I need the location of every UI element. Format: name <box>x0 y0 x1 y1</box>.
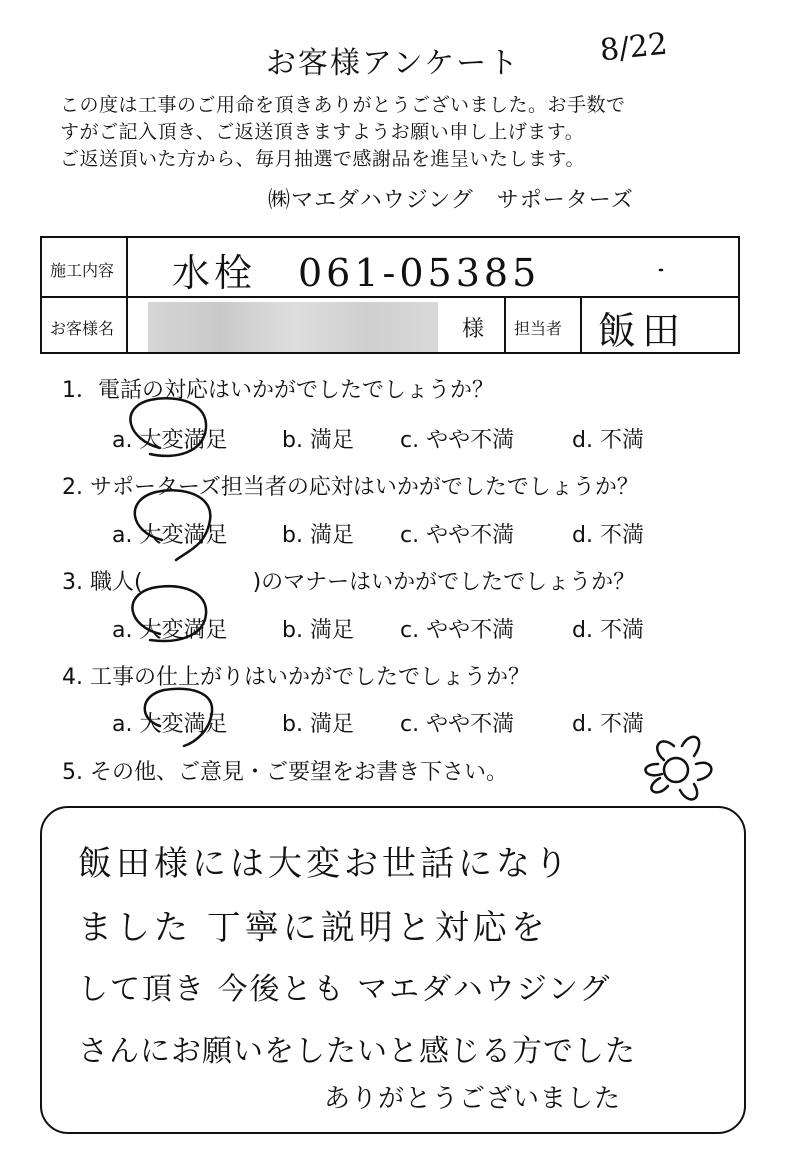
option-c: c. やや不満 <box>400 523 515 548</box>
option-a: a. 大変満足 <box>112 523 228 548</box>
question-1: 1．電話の対応はいかがでしたでしょうか？ <box>62 378 494 403</box>
flower-doodle-icon <box>646 737 712 800</box>
question-3: 3. 職人( )のマナーはいかがでしたでしょうか？ <box>62 570 636 595</box>
staff-value: 飯田 <box>598 309 687 353</box>
question-2: 2. サポーターズ担当者の応対はいかがでしたでしょうか？ <box>62 475 639 500</box>
handwritten-date: 8/22 <box>598 26 670 69</box>
comment-line-4: さんにお願いをしたいと感じる方でした <box>78 1034 636 1069</box>
selection-circle-q1 <box>130 398 206 456</box>
option-b: b. 満足 <box>282 428 354 453</box>
question-5: 5. その他、ご意見・ご要望をお書き下さい。 <box>62 760 508 785</box>
comment-line-3: して頂き 今後とも マエダハウジング <box>78 972 612 1007</box>
customer-name-label: お客様名 <box>50 319 115 338</box>
intro-line-2: すがご記入頂き、ご返送頂きますようお願い申し上げます。 <box>60 121 585 143</box>
staff-label: 担当者 <box>514 319 563 338</box>
option-b: b. 満足 <box>282 618 354 643</box>
company-name: ㈱マエダハウジング サポーターズ <box>268 188 634 213</box>
comment-line-2: ました 丁寧に説明と対応を <box>78 908 549 948</box>
option-a: a. 大変満足 <box>112 618 228 643</box>
option-d: d. 不満 <box>572 618 644 643</box>
work-content-label: 施工内容 <box>50 261 115 280</box>
comment-line-5: ありがとうございました <box>324 1084 622 1114</box>
survey-title: お客様アンケート <box>265 46 521 81</box>
intro-line-3: ご返送頂いた方から、毎月抽選で感謝品を進呈いたします。 <box>60 148 585 170</box>
intro-line-1: この度は工事のご用命を頂きありがとうございました。お手数で <box>60 94 626 116</box>
option-c: c. やや不満 <box>400 618 515 643</box>
selection-circle-q3 <box>132 586 206 641</box>
option-d: d. 不満 <box>572 712 644 737</box>
option-d: d. 不満 <box>572 428 644 453</box>
comment-line-1: 飯田様には大変お世話になり <box>78 844 572 884</box>
question-4: 4. 工事の仕上がりはいかがでしたでしょうか？ <box>62 665 530 690</box>
customer-suffix: 様 <box>462 317 485 342</box>
selection-circle-q4 <box>145 689 212 746</box>
option-d: d. 不満 <box>572 523 644 548</box>
option-c: c. やや不満 <box>400 712 515 737</box>
selection-circle-q2 <box>135 490 211 560</box>
option-b: b. 満足 <box>282 523 354 548</box>
option-a: a. 大変満足 <box>112 712 228 737</box>
option-a: a. 大変満足 <box>112 428 228 453</box>
option-b: b. 満足 <box>282 712 354 737</box>
work-content-value: 水栓 061-05385 <box>172 251 541 295</box>
option-c: c. やや不満 <box>400 428 515 453</box>
